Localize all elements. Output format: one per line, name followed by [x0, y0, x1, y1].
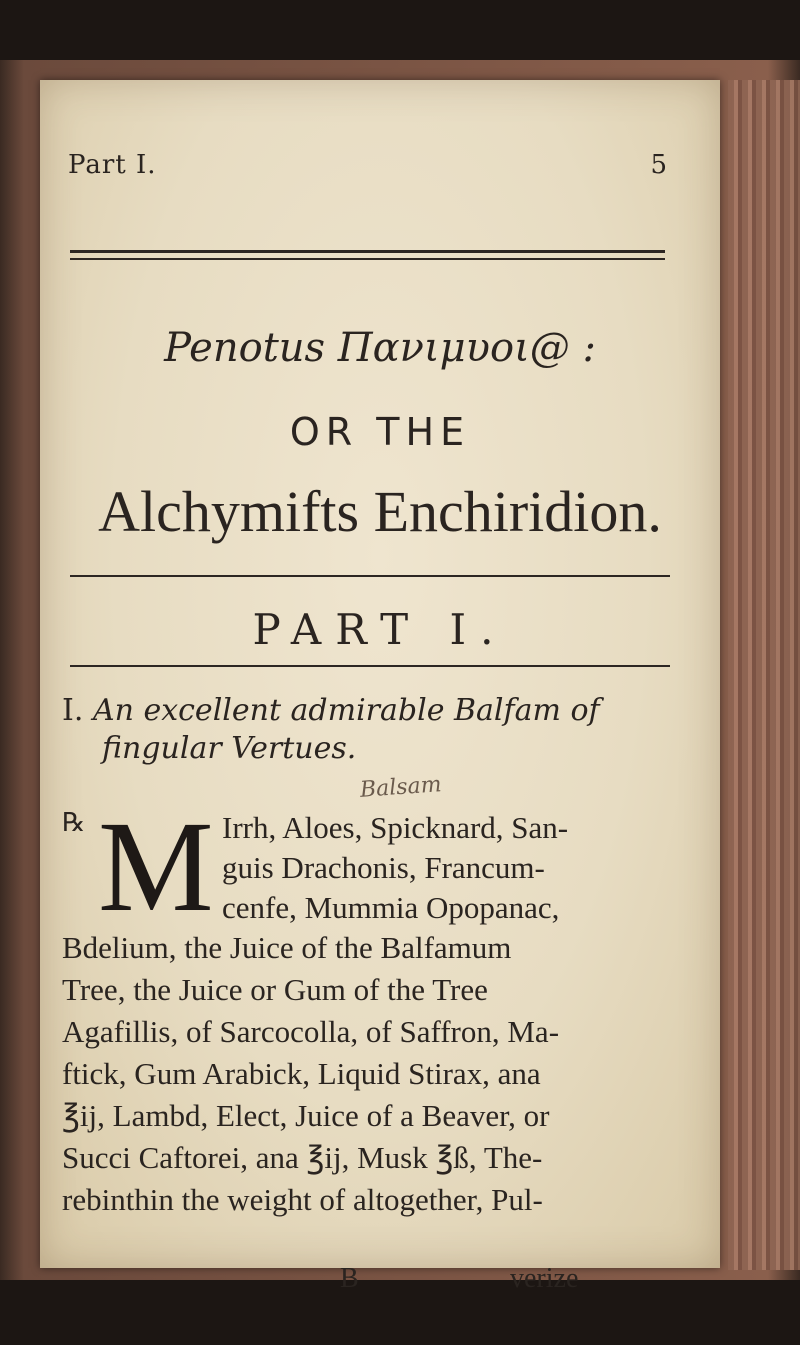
handwritten-annotation: Balsam — [359, 772, 443, 803]
part-heading: PART I. — [252, 605, 508, 654]
recipe-symbol: ℞ — [62, 808, 86, 838]
body-line: ftick, Gum Arabick, Liquid Stirax, ana — [62, 1056, 541, 1091]
section-title-line2: fingular Vertues. — [102, 731, 357, 766]
body-line: cenfe, Mummia Opopanac, — [222, 890, 560, 925]
section-title-line1: An excellent admirable Balfam of — [92, 693, 600, 728]
body-line: Succi Caftorei, ana ℥ij, Musk ℥ß, The- — [62, 1140, 543, 1175]
body-line: Agafillis, of Sarcocolla, of Saffron, Ma- — [62, 1014, 560, 1049]
running-head — [68, 150, 668, 190]
section-number: I. — [62, 693, 84, 728]
signature-mark: B — [340, 1263, 359, 1294]
book-page — [40, 80, 720, 1294]
page-edges — [728, 80, 800, 1270]
section-title — [62, 692, 702, 768]
part-rule-bottom — [70, 665, 670, 667]
body-line: Tree, the Juice or Gum of the Tree — [62, 972, 488, 1007]
title-greek-line: Penotus Πανιμυοι@ : — [164, 325, 596, 371]
top-rule — [70, 250, 665, 253]
top-rule-inner — [70, 258, 665, 260]
running-head-part: Part I. — [68, 150, 157, 180]
body-line: ℥ij, Lambd, Elect, Juice of a Beaver, or — [62, 1098, 550, 1133]
page-number: 5 — [650, 150, 668, 180]
title-main: Alchymifts Enchiridion. — [98, 479, 662, 544]
title-or-the: OR THE — [289, 410, 471, 454]
body-line: rebinthin the weight of altogether, Pul- — [62, 1182, 543, 1217]
drop-cap: M — [98, 795, 214, 939]
body-line: guis Drachonis, Francum- — [222, 850, 545, 885]
body-line: Bdelium, the Juice of the Balfamum — [62, 930, 512, 965]
part-rule-top — [70, 575, 670, 577]
body-line: Irrh, Aloes, Spicknard, San- — [222, 810, 569, 845]
catchword: verize — [510, 1263, 579, 1294]
